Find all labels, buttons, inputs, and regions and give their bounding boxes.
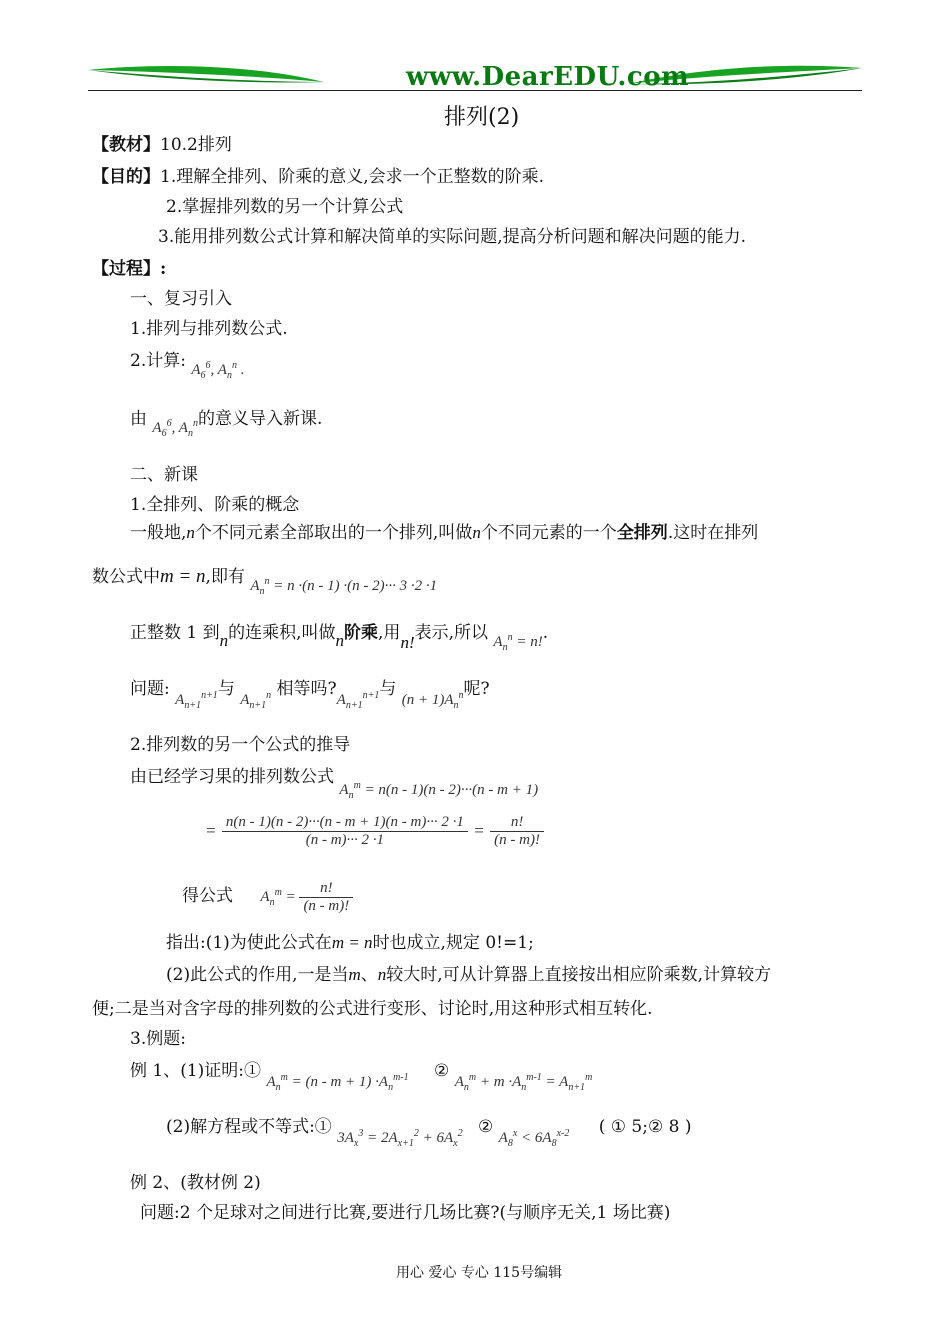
deriv-a: 由已经学习果的排列数公式 — [130, 767, 334, 787]
material-label: 【教材】 — [92, 135, 160, 155]
item-2-2: 2.排列数的另一个公式的推导 — [130, 735, 351, 755]
q-e: 呢? — [463, 679, 490, 699]
def-1b: 个不同元素全部取出的一个排列,叫做 — [194, 523, 473, 543]
fact-term-factorial: 阶乘 — [344, 623, 379, 643]
footer-text: 用心 爱心 专心 115号编辑 — [396, 1265, 563, 1281]
section-1-heading: 一、复习引入 — [130, 289, 232, 309]
def-2a: 数公式中 — [92, 567, 160, 587]
item-1-2 — [130, 346, 245, 381]
formula-permutation: $A_n^m = n(n - 1)(n - 2)\cdot\cdot\cdot(n - m + 1)$ — [339, 780, 539, 801]
result-line — [182, 880, 353, 915]
example-2: 例 2、(教材例 2) — [130, 1173, 261, 1193]
note-2b: 较大时,可从计算器上直接按出相应阶乘数,计算较方 — [386, 965, 772, 985]
header-divider — [88, 90, 862, 91]
formula-q4: $(n + 1)A_n^n$ — [401, 690, 464, 711]
formula-An-eq-nfact: $A_n^n = n$! — [493, 632, 543, 653]
q-c: 相等吗? — [276, 679, 337, 699]
formula-A66-An-2: $A_6^6$, $A_n^n$ — [152, 418, 198, 439]
result-label: 得公式 — [182, 885, 233, 906]
item-1-3-pre: 由 — [130, 409, 147, 429]
question-line — [130, 674, 490, 711]
item-1-2-text: 2.计算: — [130, 351, 186, 371]
site-logo-text[interactable]: www.DearEDU.com — [406, 62, 690, 92]
ex1-c: (2)解方程或不等式:① — [166, 1117, 332, 1137]
fact-d: ,用 — [378, 623, 401, 643]
item-2-3: 3.例题: — [130, 1029, 186, 1049]
item-1-1: 1.排列与排列数公式. — [130, 319, 288, 339]
example-2-question: 问题:2 个足球对之间进行比赛,要进行几场比赛?(与顺序无关,1 场比赛) — [140, 1203, 671, 1223]
q-d: 与 — [379, 679, 397, 699]
item-1-3 — [130, 404, 323, 439]
ex1-answer: ( ① 5;② 8 ) — [598, 1117, 692, 1137]
note-2a: (2)此公式的作用,一是当 — [166, 965, 349, 985]
goal-1: 1.理解全排列、阶乘的意义,会求一个正整数的阶乘. — [160, 167, 545, 187]
fraction-simplified: $\frac{n!}{(n - m)!}$ — [490, 814, 544, 849]
note-1a: 指出:(1)为使此公式在 — [166, 933, 332, 953]
item-2-1: 1.全排列、阶乘的概念 — [130, 495, 300, 515]
example-1-line-2 — [166, 1112, 692, 1149]
q-b: 与 — [217, 679, 235, 699]
page-title: 排列(2) — [444, 105, 520, 130]
goal-2: 2.掌握排列数的另一个计算公式 — [166, 197, 404, 217]
formula-ex1-proof-1: $A_n^m = (n - m + 1) \cdot A_n^{m-1}$ — [266, 1072, 409, 1093]
ex1-a: 例 1、(1)证明:① — [130, 1061, 262, 1081]
item-1-3-post: 的意义导入新课. — [197, 409, 323, 429]
formula-ex1-ineq: $A_8^x < 6A_8^{x-2}$ — [498, 1128, 570, 1149]
fact-e: 表示,所以 — [414, 623, 489, 643]
formula-ex1-eq: $3A_x^3 = 2A_{x+1}^2 + 6A_x^2$ — [337, 1128, 463, 1149]
def-1e: .这时在排列 — [667, 523, 759, 543]
formula-ex1-proof-2: $A_n^m + m \cdot A_n^{m-1} = A_{n+1}^m$ — [454, 1072, 593, 1093]
formula-result: $A_n^m$ = $\frac{n!}{(n - m)!}$ — [260, 889, 353, 905]
def-1a: 一般地, — [130, 523, 187, 543]
goal-line-1 — [92, 162, 544, 187]
note-line-2: (2)此公式的作用,一是当m、n较大时,可从计算器上直接按出相应阶乘数,计算较方 — [166, 965, 772, 985]
fact-b: 的连乘积,叫做 — [228, 623, 336, 643]
def-term-full-permutation: 全排列 — [616, 523, 668, 543]
fact-a: 正整数 1 到 — [130, 623, 220, 643]
formula-full-permutation: $A_n^n = n \cdot(n - 1) \cdot(n - 2)\cdot\cdot\cdot 3 \cdot 2 \cdot 1$ — [250, 576, 438, 597]
goal-3: 3.能用排列数公式计算和解决简单的实际问题,提高分析问题和解决问题的能力. — [158, 227, 747, 247]
formula-q1: $A_{n+1}^{n+1}$ — [175, 690, 218, 711]
example-1-line-1 — [130, 1056, 593, 1093]
note-1b: 时也成立,规定 0!=1; — [372, 933, 534, 953]
def-2b: ,即有 — [205, 567, 245, 587]
section-2-heading: 二、新课 — [130, 465, 198, 485]
process-label: 【过程】: — [92, 259, 167, 279]
goal-label: 【目的】 — [92, 167, 160, 187]
derivation-line — [130, 762, 539, 801]
ex1-b: ② — [434, 1061, 450, 1081]
definition-line-1: 一般地,n个不同元素全部取出的一个排列,叫做n个不同元素的一个全排列.这时在排列 — [130, 523, 759, 543]
def-1c: 个不同元素的一个 — [480, 523, 617, 543]
ex1-d: ② — [477, 1117, 494, 1137]
fraction-expanded: $\frac{n(n - 1)(n - 2)\cdot\cdot\cdot(n - m + 1)(n - m)\cdot\cdot\cdot 2 \cdot 1}{(n - m)\cdot\cdot\cdot 2 \cdot 1}$ — [222, 814, 468, 849]
material-line — [92, 130, 232, 155]
formula-q3: $A_{n+1}^{n+1}$ — [336, 690, 380, 711]
header-logo — [88, 60, 862, 94]
definition-line-2: 数公式中m = n,即有 $A_n^n = n \cdot(n - 1) \cdot(n - 2)\cdot\cdot\cdot 3 \cdot 2 \cdot 1$ — [92, 566, 438, 597]
q-a: 问题: — [130, 679, 170, 699]
formula-q2: $A_{n+1}^n$ — [240, 690, 272, 711]
derivation-fraction: = $\frac{n(n - 1)(n - 2)\cdot\cdot\cdot(n - m + 1)(n - m)\cdot\cdot\cdot 2 \cdot 1}{(n - m)\cdot\cdot\cdot 2 \cdot 1}$ = $\frac{n!}{(n - m)!}$ — [205, 814, 544, 849]
formula-A66-An: $A_6^6$, $A_n^n$ . — [191, 360, 245, 381]
material-value: 10.2排列 — [160, 135, 232, 155]
factorial-line: 正整数 1 到n的连乘积,叫做n阶乘,用n!表示,所以 $A_n^n = n$!. — [130, 623, 549, 653]
note-line-3: 便;二是当对含字母的排列数的公式进行变形、讨论时,用这种形式相互转化. — [92, 999, 653, 1019]
note-line-1: 指出:(1)为使此公式在m = n时也成立,规定 0!=1; — [166, 933, 534, 953]
